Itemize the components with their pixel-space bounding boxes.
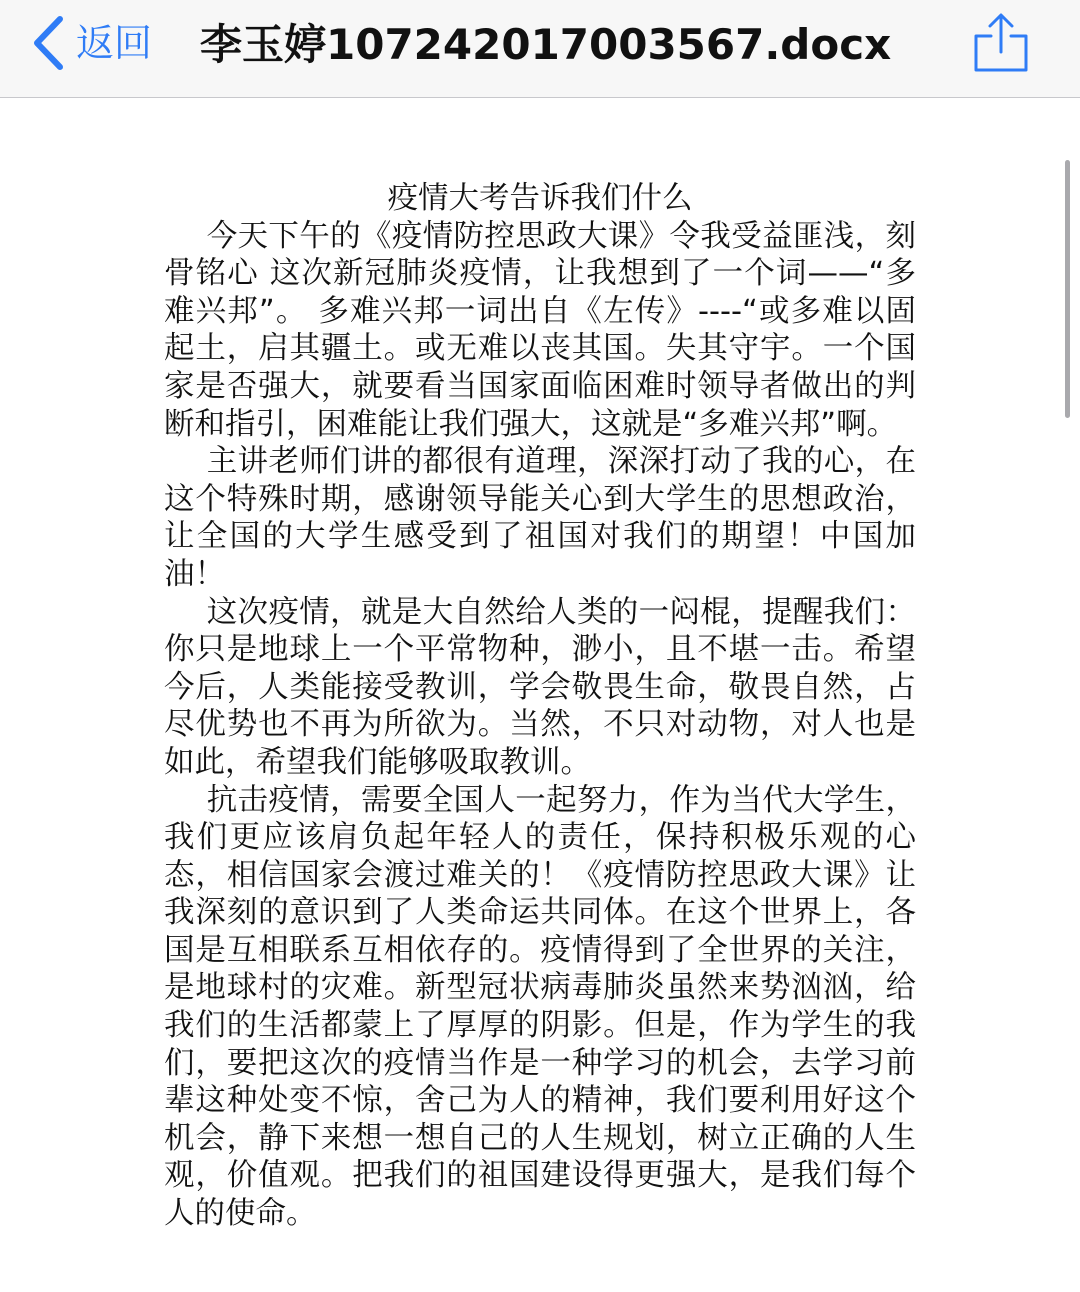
document-title: 疫情大考告诉我们什么 bbox=[387, 181, 693, 216]
vertical-scrollbar[interactable] bbox=[1065, 160, 1070, 418]
document-content bbox=[164, 180, 916, 1233]
paragraph: 主讲老师们讲的都很有道理，深深打动了我的心，在这个特殊时期，感谢领导能关心到大学生的思想政治，让全国的大学生感受到了祖国对我们的期望！中国加油！ bbox=[164, 444, 916, 592]
paragraph: 今天下午的《疫情防控思政大课》令我受益匪浅，刻骨铭心 这次新冠肺炎疫情，让我想到了一个词——“多难兴邦”。 多难兴邦一词出自《左传》----“或多难以固起土，启其疆土。或无难以丧其国。失其守宇。一个国家是否强大，就要看当国家面临困难时领导者做出的判断和指引，困难能让我们强大，这就是“多难兴邦”啊。 bbox=[164, 218, 916, 442]
chevron-left-icon bbox=[30, 14, 66, 72]
share-button[interactable] bbox=[972, 12, 1030, 74]
navigation-bar bbox=[0, 0, 1080, 98]
back-button[interactable] bbox=[30, 12, 152, 74]
back-label: 返回 bbox=[76, 21, 153, 65]
document-filename-title: 李玉婷107242017003567.docx bbox=[200, 20, 892, 69]
document-body[interactable] bbox=[0, 98, 1080, 1292]
share-icon bbox=[972, 12, 1030, 74]
paragraph: 这次疫情，就是大自然给人类的一闷棍，提醒我们： 你只是地球上一个平常物种，渺小，且不堪一击。希望今后，人类能接受教训，学会敬畏生命，敬畏自然，占尽优势也不再为所欲为。当然，不只对动物，对人也是如此，希望我们能够吸取教训。 bbox=[164, 594, 916, 780]
paragraph: 抗击疫情，需要全国人一起努力，作为当代大学生，我们更应该肩负起年轻人的责任，保持积极乐观的心态，相信国家会渡过难关的！《疫情防控思政大课》让我深刻的意识到了人类命运共同体。在这个世界上，各国是互相联系互相依存的。疫情得到了全世界的关注，是地球村的灾难。新型冠状病毒肺炎虽然来势汹汹，给我们的生活都蒙上了厚厚的阴影。但是，作为学生的我们，要把这次的疫情当作是一种学习的机会，去学习前辈这种处变不惊，舍己为人的精神，我们要利用好这个机会，静下来想一想自己的人生规划，树立正确的人生观，价值观。把我们的祖国建设得更强大，是我们每个人的使命。 bbox=[164, 782, 916, 1232]
